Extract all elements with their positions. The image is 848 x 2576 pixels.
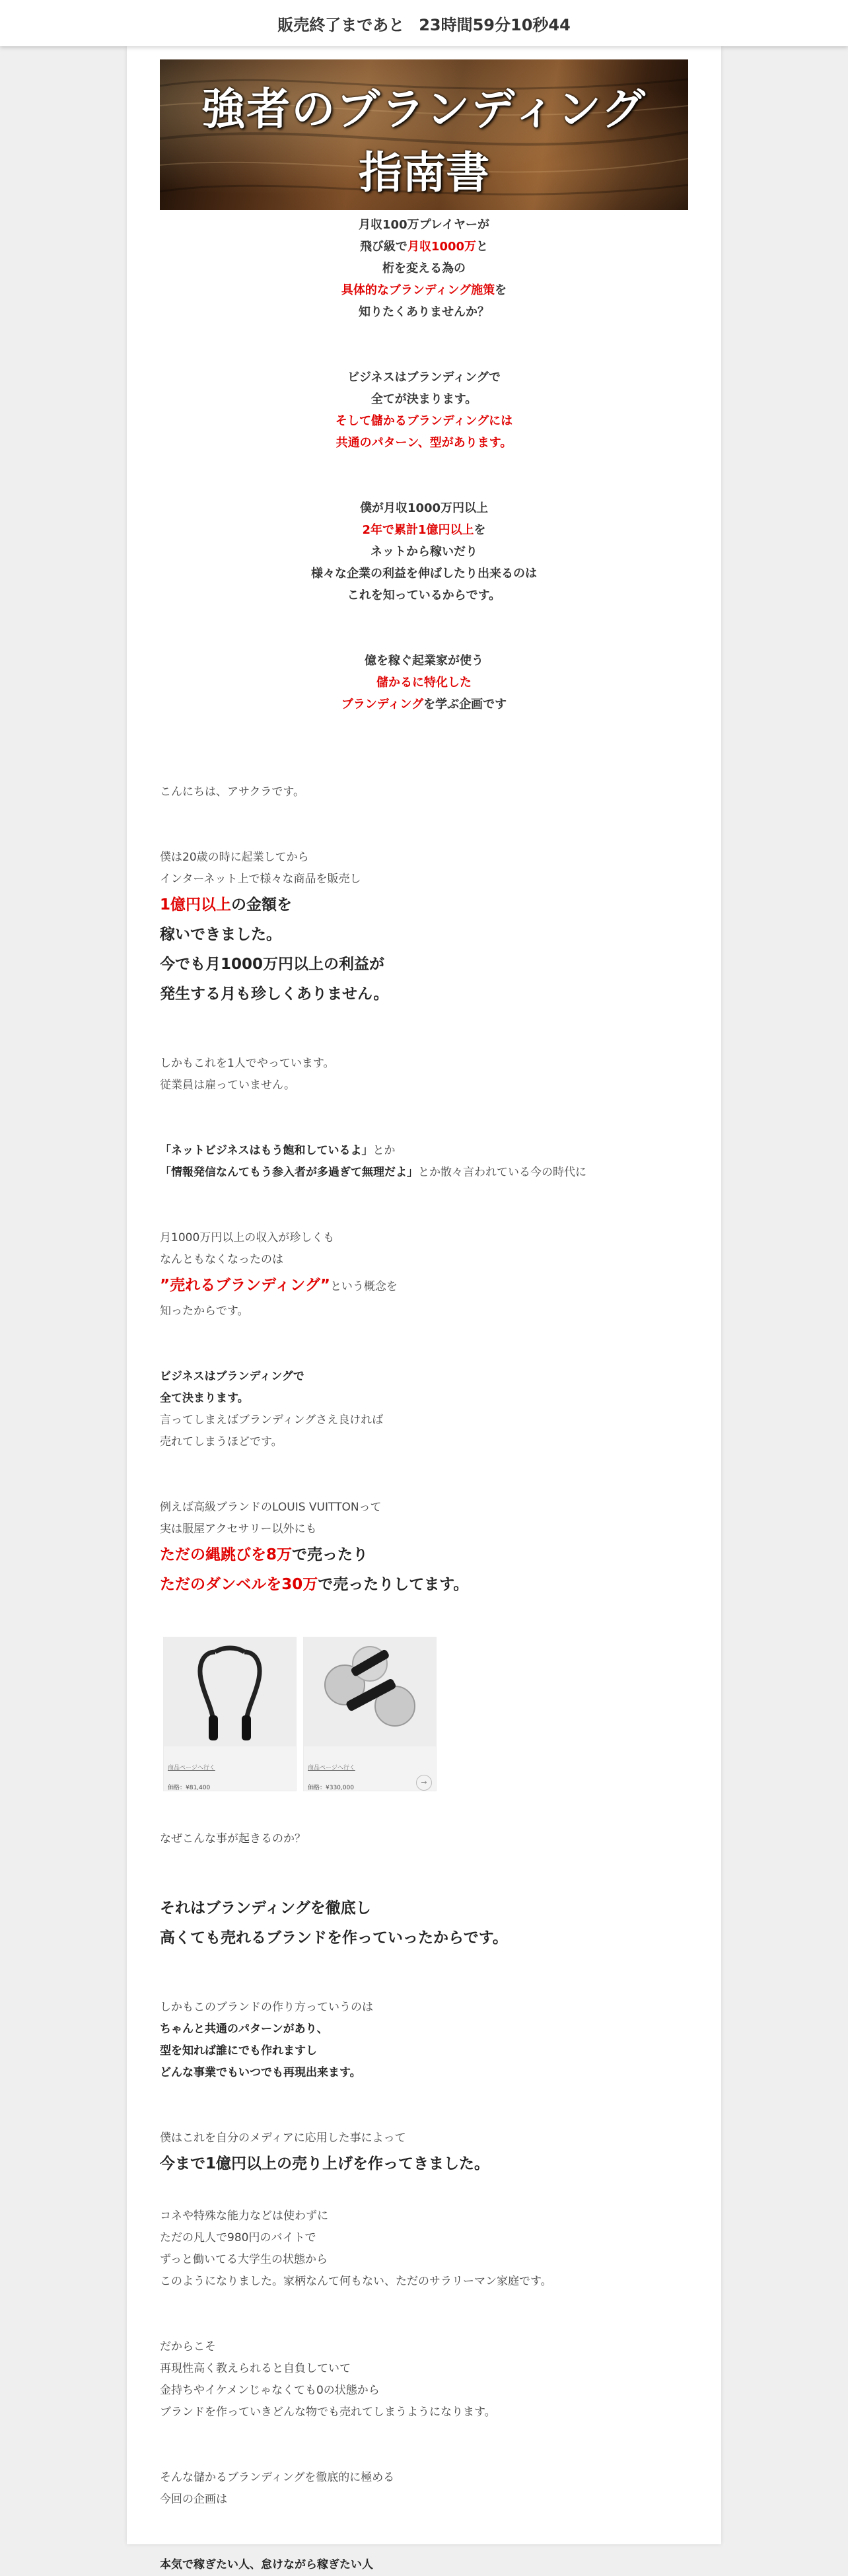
text-line: 儲かるに特化した: [376, 676, 472, 690]
text-line: 今でも月1000万円以上の利益が: [160, 956, 385, 973]
text-line: 桁を変える為の: [382, 262, 466, 275]
text-line: なんともなくなったのは: [160, 1253, 283, 1266]
text-line: 売れてしまうほどです。: [160, 1435, 283, 1449]
text-line: ただの凡人で980円のバイトで: [160, 2231, 316, 2244]
text-line: 型を知れば誰にでも作れますし: [160, 2044, 317, 2057]
countdown-timer: 23時間59分10秒44: [419, 15, 571, 34]
text-line: 知りたくありませんか？: [359, 305, 489, 319]
body-text: [160, 781, 688, 2576]
text-line: ネットから稼いだり: [371, 545, 477, 559]
hero-title-line2: 指南書: [359, 147, 489, 198]
next-arrow-icon[interactable]: →: [416, 1775, 432, 1791]
text-line: 言ってしまえばブランディングさえ良ければ: [160, 1413, 384, 1427]
text-line: ずっと働いてる大学生の状態から: [160, 2253, 328, 2266]
dumbbell-image: [304, 1637, 436, 1746]
text-line: 共通のパターン、型があります。: [336, 436, 512, 450]
text-line: 億を稼ぐ起業家が使う: [365, 654, 483, 668]
text-line: 発生する月も珍しくありません。: [160, 985, 389, 1003]
text-line: しかもこれを1人でやっています。: [160, 1057, 335, 1070]
text-line: 月1000万円以上の収入が珍しくも: [160, 1231, 335, 1244]
text-line: ブランドを作っていきどんな物でも売れてしまうようになります。: [160, 2406, 496, 2419]
text-line: ただのダンベルを30万で売ったりしてます。: [160, 1576, 469, 1593]
greeting: こんにちは、アサクラです。: [160, 785, 304, 799]
product-price: 価格：¥330,000: [308, 1785, 354, 1791]
text-line: 具体的なブランディング施策を: [341, 283, 507, 297]
product-link[interactable]: 商品ページへ行く: [168, 1765, 215, 1771]
text-line: ビジネスはブランディングで: [160, 1370, 304, 1383]
hero-banner: [160, 59, 688, 210]
product-card-jump-rope[interactable]: [163, 1637, 297, 1791]
text-line: インターネット上で様々な商品を販売し: [160, 873, 361, 886]
product-price: 価格：¥81,400: [168, 1785, 211, 1791]
text-line: 今回の企画は: [160, 2493, 227, 2506]
text-line: そして儲かるブランディングには: [335, 414, 513, 428]
product-card-dumbbell[interactable]: [303, 1637, 437, 1791]
countdown-label: 販売終了まであと: [277, 15, 405, 34]
text-line: 1億円以上の金額を: [160, 896, 293, 913]
text-line: 本気で稼ぎたい人、怠けながら稼ぎたい人: [160, 2558, 373, 2571]
product-link[interactable]: 商品ページへ行く: [308, 1765, 355, 1771]
text-line: ちゃんと共通のパターンがあり、: [160, 2022, 328, 2036]
text-line: 金持ちやイケメンじゃなくても0の状態から: [160, 2384, 380, 2397]
text-line: 従業員は雇っていません。: [160, 1079, 296, 1092]
text-line: これを知っているからです。: [347, 589, 501, 602]
text-line: 「情報発信なんてもう参入者が多過ぎて無理だよ」とか散々言われている今の時代に: [160, 1166, 586, 1179]
text-line: コネや特殊な能力などは使わずに: [160, 2209, 328, 2223]
text-line: 全て決まります。: [160, 1392, 249, 1405]
jump-rope-icon: [164, 1637, 296, 1746]
text-line: 実は服屋アクセサリー以外にも: [160, 1522, 317, 1536]
intro-block-4: [160, 650, 688, 715]
text-line: ブランディングを学ぶ企画です: [341, 698, 507, 711]
text-line: ”売れるブランディング”という概念を: [160, 1277, 398, 1294]
hero-title-line1: 強者のブランディング: [201, 83, 647, 135]
intro-block-3: [160, 497, 688, 606]
text-line: ただの縄跳びを8万で売ったり: [160, 1546, 369, 1563]
text-line: なぜこんな事が起きるのか？: [160, 1832, 306, 1845]
intro-block-1: [160, 214, 688, 323]
text-line: 僕はこれを自分のメディアに応用した事によって: [160, 2131, 406, 2145]
text-line: このようになりました。家柄なんて何もない、ただのサラリーマン家庭です。: [160, 2275, 552, 2288]
product-images: [163, 1637, 441, 1791]
jump-rope-image: [164, 1637, 296, 1746]
text-line: 例えば高級ブランドのLOUIS VUITTONって: [160, 1501, 382, 1514]
text-line: しかもこのブランドの作り方っていうのは: [160, 2001, 373, 2014]
text-line: そんな儲かるブランディングを徹底的に極める: [160, 2471, 395, 2484]
text-line: どんな事業でもいつでも再現出来ます。: [160, 2066, 361, 2079]
text-line: 全てが決まります。: [371, 392, 477, 406]
text-line: だからこそ: [160, 2340, 216, 2353]
countdown-bar: [0, 0, 848, 46]
text-line: ビジネスはブランディングで: [347, 371, 501, 384]
text-line: 様々な企業の利益を伸ばしたり出来るのは: [311, 567, 537, 581]
text-line: 高くても売れるブランドを作っていったからです。: [160, 1929, 508, 1947]
intro-block-2: [160, 367, 688, 454]
text-line: それはブランディングを徹底し: [160, 1900, 371, 1917]
text-line: 飛び級で月収1000万と: [359, 240, 489, 254]
text-line: 僕は20歳の時に起業してから: [160, 851, 309, 864]
text-line: 再現性高く教えられると自負していて: [160, 2362, 351, 2375]
text-line: 月収100万プレイヤーが: [359, 218, 489, 232]
text-line: 稼いできました。: [160, 926, 281, 943]
text-line: 2年で累計1億円以上を: [362, 523, 486, 537]
text-line: 「ネットビジネスはもう飽和しているよ」とか: [160, 1144, 396, 1157]
content-column: [160, 59, 688, 2576]
text-line: 僕が月収1000万円以上: [359, 501, 489, 515]
text-line: 今まで1億円以上の売り上げを作ってきました。: [160, 2155, 490, 2172]
dumbbell-icon: [304, 1637, 436, 1746]
sales-page: [127, 46, 721, 2571]
text-line: 知ったからです。: [160, 1305, 249, 1318]
